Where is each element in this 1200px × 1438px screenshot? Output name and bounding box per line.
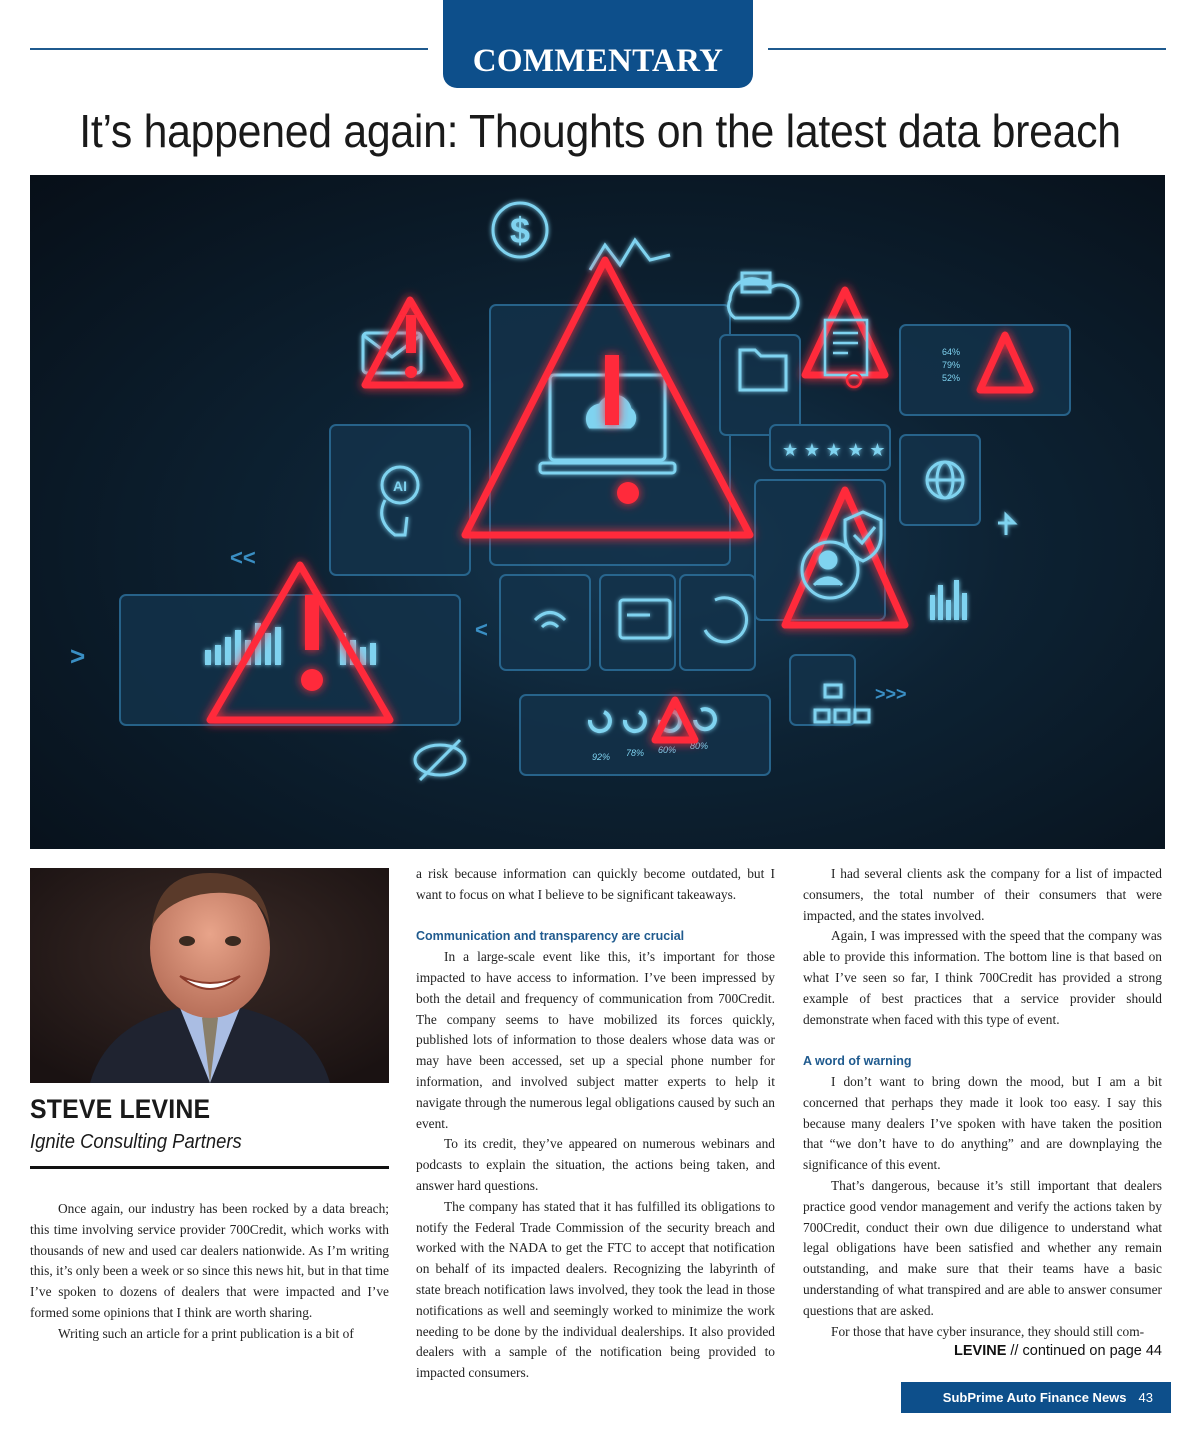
header-rule-left bbox=[30, 48, 428, 50]
author-name: STEVE LEVINE bbox=[30, 1094, 211, 1124]
headline: It’s happened again: Thoughts on the latest data breach bbox=[79, 105, 1121, 157]
paragraph: In a large-scale event like this, it’s important for those impacted to have access to information. I’ve been impressed by both the detail and frequency of communication from 700Credit. The company seems to have mobilized its forces quickly, published lots of information to those dealers whose data was or may have been accessed, set up a special phone number for information, and involved subject matter experts to help it navigate through the numerous legal obligations caused by such an event. bbox=[416, 949, 775, 1131]
section-tab bbox=[443, 0, 753, 88]
gauge-label-4: 80% bbox=[690, 741, 709, 751]
meter-label-1: 64% bbox=[942, 347, 961, 357]
paragraph: For those that have cyber insurance, they should still com- bbox=[831, 1323, 1145, 1339]
paragraph: Again, I was impressed with the speed that the company was able to provide this information. The bottom line is that based on what I’ve seen so far, I think 700Credit has provided a strong example of best practices that a service provider should demonstrate when faced with this type of event. bbox=[803, 928, 1162, 1027]
gauge-label-2: 78% bbox=[626, 748, 645, 758]
subheading: A word of warning bbox=[803, 1054, 912, 1069]
gauge-label-3: 60% bbox=[658, 745, 677, 755]
header-rule-right bbox=[768, 48, 1166, 50]
cyber-alert-illustration bbox=[30, 175, 1165, 849]
svg-text:★ ★ ★ ★ ★: ★ ★ ★ ★ ★ bbox=[782, 440, 886, 461]
publication-name: SubPrime Auto Finance News bbox=[942, 1390, 1127, 1405]
paragraph: That’s dangerous, because it’s still important that dealers practice good vendor management and verify the actions taken by 700Credit, conduct their own due diligence to understand what legal obligations have been satisfied and whether any remain outstanding, and make sure that their teams have a basic understanding of what transpired and are able to answer consumer questions that are asked. bbox=[803, 1177, 1162, 1318]
svg-text:$: $ bbox=[509, 210, 531, 251]
continued-line[interactable] bbox=[803, 1343, 1162, 1359]
author-organization: Ignite Consulting Partners bbox=[30, 1131, 242, 1153]
article-column-1 bbox=[30, 1199, 389, 1345]
paragraph: a risk because information can quickly become outdated, but I want to focus on what I believe to be significant takeaways. bbox=[416, 866, 775, 902]
paragraph: To its credit, they’ve appeared on numerous webinars and podcasts to explain the situation, the actions being taken, and answer hard questions. bbox=[416, 1136, 775, 1193]
author-photo bbox=[30, 868, 389, 1083]
page-number: 43 bbox=[1138, 1390, 1153, 1405]
chevron-right-small-icon: > bbox=[70, 641, 86, 671]
paragraph-spacer bbox=[803, 1030, 1162, 1051]
meter-label-2: 79% bbox=[942, 360, 961, 370]
paragraph: The company has stated that it has fulfilled its obligations to notify the Federal Trade Commission of the security breach and worked with the NADA to get the FTC to accept that notification on behalf of its impacted dealers. Recognizing the labyrinth of state breach notification laws involved, they took the lead in those notifications as well and seemingly worked to minimize the work needing to be done by the individual dealerships. It also provided dealers with a sample of the notification being provided to impacted consumers. bbox=[416, 1198, 775, 1381]
exclamation-bar-large bbox=[605, 355, 619, 425]
paragraph: Once again, our industry has been rocked by a data breach; this time involving service provider 700Credit, which works with thousands of new and used car dealers nationwide. As I’m writing this, it’s only been a week or so since this news hit, but in that time I’ve spoken to dozens of dealers that were impacted and I’ve formed some opinions that I think are worth sharing. bbox=[30, 1201, 389, 1320]
paragraph: Writing such an article for a print publication is a bit of bbox=[58, 1325, 354, 1341]
svg-text:AI: AI bbox=[393, 478, 407, 494]
chevron-left-small-icon: < bbox=[475, 617, 488, 642]
article-column-3 bbox=[803, 864, 1162, 1342]
subheading: Communication and transparency are crucial bbox=[416, 929, 685, 944]
byline-rule bbox=[30, 1166, 389, 1169]
continued-separator: // bbox=[1010, 1343, 1019, 1359]
continued-name: LEVINE bbox=[954, 1343, 1007, 1359]
author-portrait-illustration bbox=[30, 868, 389, 1083]
article-column-2 bbox=[416, 864, 775, 1384]
exclamation-bar-left bbox=[305, 595, 319, 650]
paragraph: I don’t want to bring down the mood, but I am a bit concerned that perhaps they made it look too easy. I say this because many dealers I’ve spoken with have taken the position that “we don’t have to do anything” and are downplaying the significance of this event. bbox=[803, 1073, 1162, 1173]
page-footer bbox=[901, 1382, 1171, 1413]
hero-image bbox=[30, 175, 1165, 849]
gauge-label-1: 92% bbox=[592, 752, 611, 762]
paragraph: I had several clients ask the company for a list of impacted consumers, the total number of their consumers that were impacted, and the states involved. bbox=[803, 866, 1162, 923]
section-label: COMMENTARY bbox=[472, 43, 724, 79]
meter-label-3: 52% bbox=[942, 373, 961, 383]
continued-text: continued on page 44 bbox=[1022, 1343, 1162, 1359]
paragraph-spacer bbox=[416, 906, 775, 927]
chevron-left-icon: << bbox=[230, 545, 256, 570]
chevron-right-icon: >>> bbox=[875, 684, 907, 704]
